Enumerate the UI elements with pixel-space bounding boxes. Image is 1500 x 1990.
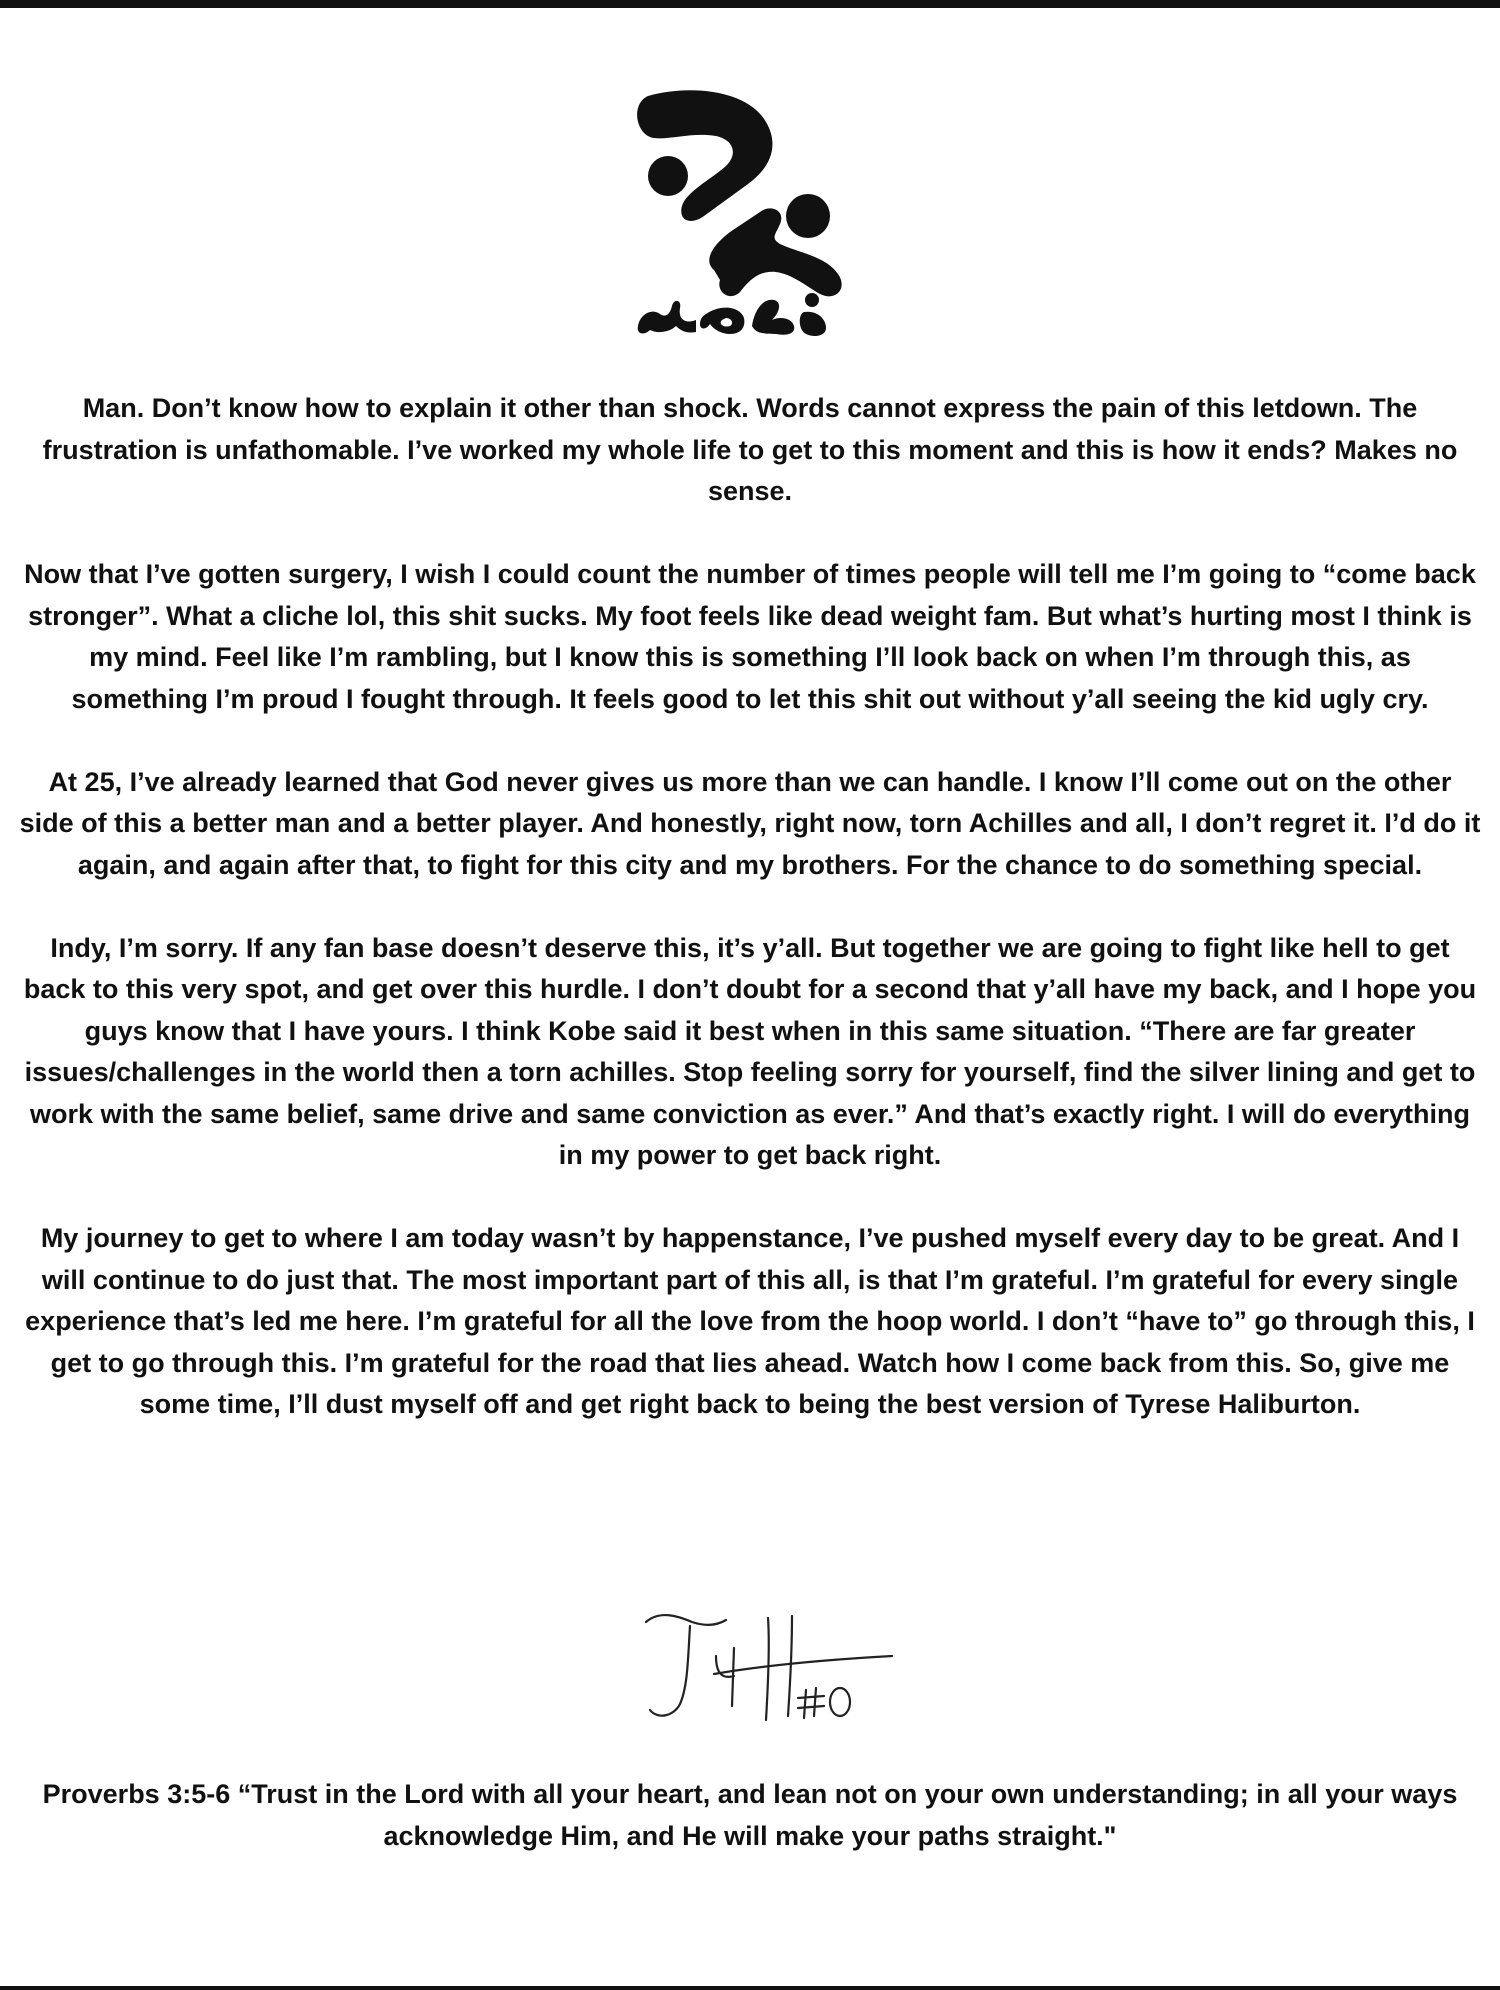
hali-monogram-icon [630, 88, 870, 338]
letter-body [18, 388, 1482, 1467]
letter-paragraph-5: My journey to get to where I am today wasn’t by happenstance, I’ve pushed myself every day to be great. And I will continue to do just that. The most important part of this all, is that I’m grateful. I’m grateful for every single experience that’s led me here. I’m grateful for all the love from the hoop world. I don’t “have to” go through this, I get to go through this. I’m grateful for the road that lies ahead. Watch how I come back from this. So, give me some time, I’ll dust myself off and get right back to being the best version of Tyrese Haliburton. [25, 1223, 1475, 1419]
handwritten-signature-icon [630, 1596, 900, 1731]
letter-paragraph-4: Indy, I’m sorry. If any fan base doesn’t deserve this, it’s y’all. But together we are going to fight like hell to get back to this very spot, and get over this hurdle. I don’t doubt for a second that y’all have my back, and I hope you guys know that I have yours. I think Kobe said it best when in this same situation. “There are far greater issues/challenges in the world then a torn achilles. Stop feeling sorry for yourself, find the silver lining and get to work with the same belief, same drive and same conviction as ever.” And that’s exactly right. I will do everything in my power to get back right. [23, 932, 1477, 1170]
letter-paragraph-2: Now that I’ve gotten surgery, I wish I could count the number of times people will tell me I’m going to “come back stronger”. What a cliche lol, this shit sucks. My foot feels like dead weight fam. But what’s hurting most I think is my mind. Feel like I’m rambling, but I know this is something I’ll look back on when I’m through this, as something I’m proud I fought through. It feels good to let this shit out without y’all seeing the kid ugly cry. [24, 559, 1476, 714]
bible-verse: Proverbs 3:5-6 “Trust in the Lord with all your heart, and lean not on your own understanding; in all your ways acknowledge Him, and He will make your paths straight." [42, 1779, 1458, 1851]
top-border [0, 0, 1500, 8]
letter-paragraph-3: At 25, I’ve already learned that God never gives us more than we can handle. I know I’ll come out on the other side of this a better man and a better player. And honestly, right now, torn Achilles and all, I don’t regret it. I’d do it again, and again after that, to fight for this city and my brothers. For the chance to do something special. [19, 766, 1481, 880]
letter-paragraph-1: Man. Don’t know how to explain it other than shock. Words cannot express the pain of this letdown. The frustration is unfathomable. I’ve worked my whole life to get to this moment and this is how it ends? Makes no sense. [42, 393, 1458, 506]
hali-logo [630, 88, 870, 338]
bottom-border [0, 1986, 1500, 1990]
signature [630, 1596, 900, 1731]
